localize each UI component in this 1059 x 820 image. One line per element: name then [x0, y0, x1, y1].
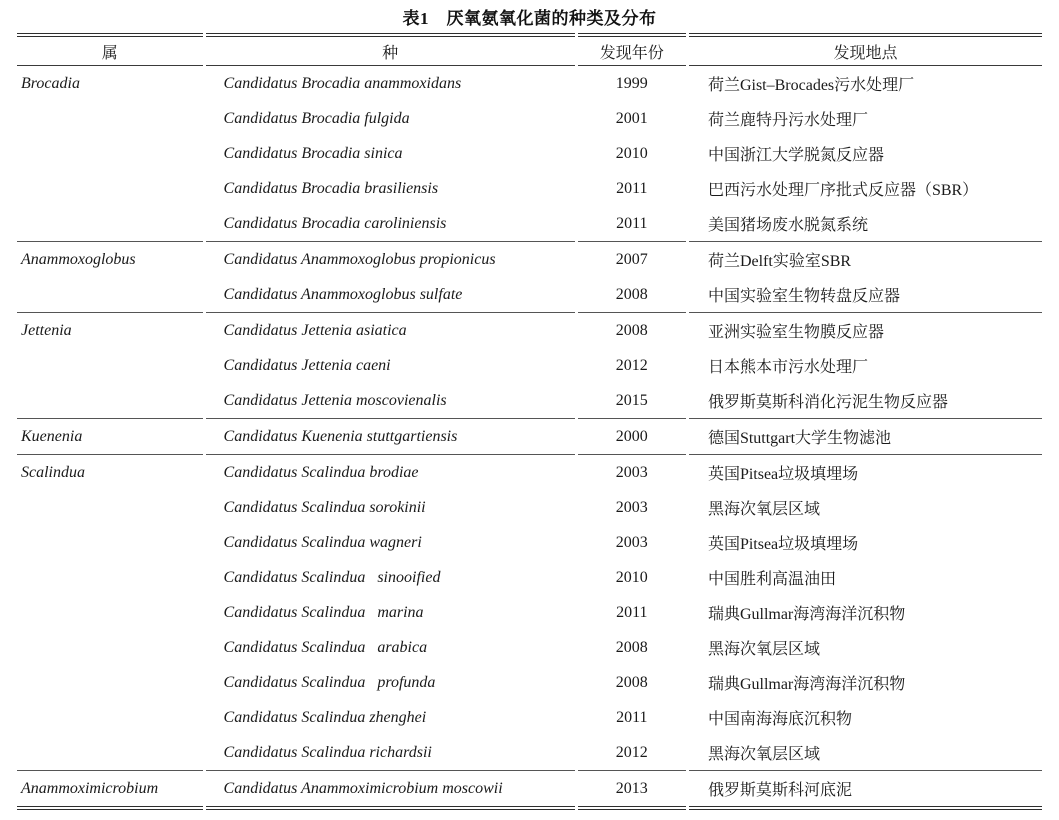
species-cell: Candidatus Kuenenia stuttgartiensis [206, 418, 575, 454]
table-row [17, 770, 1042, 810]
genus-cell [17, 665, 203, 700]
year-cell: 2003 [578, 454, 686, 490]
genus-cell [17, 136, 203, 171]
table-row [17, 383, 1042, 418]
table-row [17, 101, 1042, 136]
year-cell: 2012 [615, 743, 648, 761]
table-row [17, 665, 1042, 700]
header-species: 种 [206, 33, 575, 66]
year-cell: 2008 [615, 673, 648, 691]
genus-cell [17, 525, 203, 560]
table-row [17, 136, 1042, 171]
location-cell: 黑海次氧层区域 [707, 501, 820, 518]
species-cell: Candidatus Scalindua marina [223, 603, 424, 621]
table-row [17, 490, 1042, 525]
table-row [17, 700, 1042, 735]
location-cell: 中国浙江大学脱氮反应器 [707, 147, 884, 164]
table-row [17, 277, 1042, 312]
table-row [17, 171, 1042, 206]
genus-cell: Jettenia [17, 312, 203, 348]
location-cell: 荷兰Delft实验室SBR [689, 241, 1042, 277]
location-cell: 俄罗斯莫斯科消化污泥生物反应器 [707, 394, 948, 411]
table-header [17, 33, 1042, 66]
species-cell: Candidatus Scalindua brodiae [206, 454, 575, 490]
genus-cell [17, 348, 203, 383]
table-row [17, 241, 1042, 277]
genus-cell [17, 595, 203, 630]
genus-cell: Scalindua [17, 454, 203, 490]
anammox-species-table [14, 33, 1045, 810]
header-year: 发现年份 [578, 33, 686, 66]
species-cell: Candidatus Anammoximicrobium moscowii [206, 770, 575, 810]
genus-cell [17, 560, 203, 595]
genus-cell: Anammoximicrobium [17, 770, 203, 810]
species-cell: Candidatus Brocadia caroliniensis [223, 214, 447, 232]
table-row [17, 454, 1042, 490]
year-cell: 2010 [615, 568, 648, 586]
species-cell: Candidatus Scalindua sorokinii [223, 498, 426, 516]
genus-cell [17, 101, 203, 136]
location-cell: 瑞典Gullmar海湾海洋沉积物 [707, 606, 906, 623]
location-cell: 中国南海海底沉积物 [707, 711, 852, 728]
location-cell: 德国Stuttgart大学生物滤池 [689, 418, 1042, 454]
genus-cell [17, 630, 203, 665]
year-cell: 2000 [578, 418, 686, 454]
year-cell: 2008 [615, 638, 648, 656]
location-cell: 黑海次氧层区域 [707, 641, 820, 658]
genus-cell: Kuenenia [17, 418, 203, 454]
location-cell: 英国Pitsea垃圾填埋场 [707, 536, 859, 553]
year-cell: 2008 [615, 285, 648, 303]
genus-cell [17, 206, 203, 241]
species-cell: Candidatus Jettenia moscovienalis [223, 391, 447, 409]
year-cell: 2015 [615, 391, 648, 409]
table-row [17, 206, 1042, 241]
species-cell: Candidatus Scalindua zhenghei [223, 708, 427, 726]
location-cell: 中国胜利高温油田 [707, 571, 836, 588]
location-cell: 中国实验室生物转盘反应器 [707, 288, 900, 305]
species-cell: Candidatus Scalindua wagneri [223, 533, 422, 551]
year-cell: 2011 [616, 214, 648, 232]
table-row [17, 525, 1042, 560]
year-cell: 1999 [615, 74, 648, 92]
species-cell: Candidatus Brocadia fulgida [223, 109, 410, 127]
year-cell: 2011 [616, 603, 648, 621]
table-title: 表1 厌氧氨氧化菌的种类及分布 [402, 9, 657, 28]
table-row [17, 66, 1042, 101]
year-cell: 2001 [615, 109, 648, 127]
species-cell: Candidatus Brocadia anammoxidans [223, 74, 462, 92]
year-cell: 2010 [615, 144, 648, 162]
location-cell: 俄罗斯莫斯科河底泥 [689, 770, 1042, 810]
species-cell: Candidatus Anammoxoglobus sulfate [223, 285, 463, 303]
location-cell: 英国Pitsea垃圾填埋场 [689, 454, 1042, 490]
table-body [17, 66, 1042, 810]
location-cell: 瑞典Gullmar海湾海洋沉积物 [707, 676, 906, 693]
table-row [17, 630, 1042, 665]
genus-cell [17, 735, 203, 770]
genus-cell [17, 700, 203, 735]
genus-cell [17, 490, 203, 525]
location-cell: 荷兰Gist–Brocades污水处理厂 [707, 77, 915, 94]
location-cell: 黑海次氧层区域 [707, 746, 820, 763]
table-row [17, 735, 1042, 770]
year-cell: 2013 [578, 770, 686, 810]
species-cell: Candidatus Brocadia brasiliensis [223, 179, 439, 197]
genus-cell: Brocadia [21, 74, 80, 92]
location-cell: 美国猪场废水脱氮系统 [707, 217, 868, 234]
table-row [17, 348, 1042, 383]
table-row [17, 560, 1042, 595]
genus-cell [17, 383, 203, 418]
table-row [17, 418, 1042, 454]
genus-cell [17, 277, 203, 312]
header-genus: 属 [17, 33, 203, 66]
year-cell: 2012 [615, 356, 648, 374]
species-cell: Candidatus Jettenia asiatica [206, 312, 575, 348]
header-row [17, 33, 1042, 66]
species-cell: Candidatus Brocadia sinica [223, 144, 403, 162]
table-row [17, 595, 1042, 630]
species-cell: Candidatus Scalindua profunda [223, 673, 436, 691]
year-cell: 2011 [616, 179, 648, 197]
location-cell: 日本熊本市污水处理厂 [707, 359, 868, 376]
genus-cell [17, 171, 203, 206]
species-cell: Candidatus Scalindua arabica [223, 638, 428, 656]
year-cell: 2003 [615, 498, 648, 516]
year-cell: 2007 [578, 241, 686, 277]
header-location: 发现地点 [689, 33, 1042, 66]
location-cell: 荷兰鹿特丹污水处理厂 [707, 112, 868, 129]
species-cell: Candidatus Jettenia caeni [223, 356, 391, 374]
table-row [17, 312, 1042, 348]
location-cell: 巴西污水处理厂序批式反应器（SBR） [707, 182, 979, 199]
location-cell: 亚洲实验室生物膜反应器 [689, 312, 1042, 348]
year-cell: 2003 [615, 533, 648, 551]
species-cell: Candidatus Scalindua sinooified [223, 568, 441, 586]
species-cell: Candidatus Scalindua richardsii [223, 743, 432, 761]
species-cell: Candidatus Anammoxoglobus propionicus [206, 241, 575, 277]
year-cell: 2011 [616, 708, 648, 726]
year-cell: 2008 [578, 312, 686, 348]
genus-cell: Anammoxoglobus [17, 241, 203, 277]
